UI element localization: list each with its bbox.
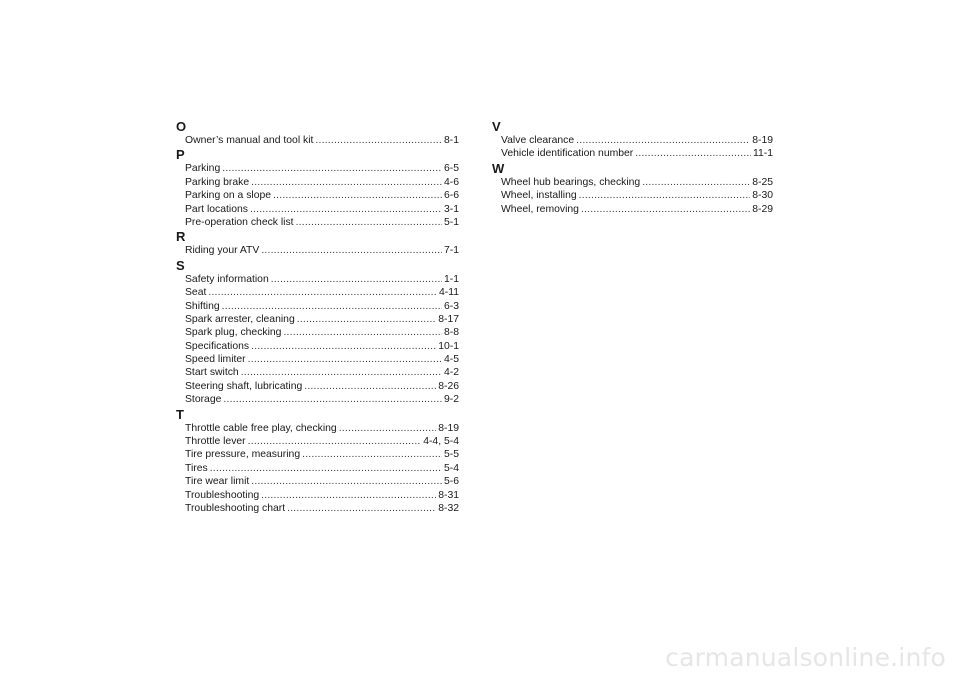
entry-label: Tire pressure, measuring — [185, 449, 301, 461]
entry-page-number: 6-3 — [443, 300, 459, 312]
entry-label: Speed limiter — [185, 354, 246, 366]
dot-leader — [304, 380, 436, 393]
dot-leader — [222, 162, 442, 175]
index-entry — [176, 435, 459, 448]
index-entry — [492, 147, 773, 160]
index-entry — [492, 176, 773, 189]
dot-leader — [261, 244, 442, 257]
entry-label: Part locations — [185, 203, 248, 215]
entry-label: Throttle lever — [185, 436, 246, 448]
index-entry — [176, 502, 459, 515]
entry-label: Parking brake — [185, 176, 250, 188]
index-entry — [176, 380, 459, 393]
entry-label: Pre-operation check list — [185, 216, 294, 228]
entry-label: Parking on a slope — [185, 190, 272, 202]
entry-page-number: 8-26 — [438, 380, 459, 392]
index-entry — [176, 216, 459, 229]
dot-leader — [581, 203, 750, 216]
dot-leader — [222, 300, 442, 313]
index-entry — [176, 176, 459, 189]
dot-leader — [576, 134, 750, 147]
index-entry — [176, 189, 459, 202]
entry-label: Wheel hub bearings, checking — [501, 176, 641, 188]
entry-page-number: 8-1 — [443, 135, 459, 146]
entry-label: Owner’s manual and tool kit — [185, 135, 314, 146]
entry-label: Wheel, installing — [501, 190, 577, 202]
entry-label: Troubleshooting — [185, 489, 260, 501]
dot-leader — [223, 393, 442, 406]
index-entry — [176, 393, 459, 406]
dot-leader — [315, 134, 442, 147]
index-entry — [176, 244, 459, 257]
entry-label: Parking — [185, 163, 221, 175]
index-entry — [176, 489, 459, 502]
dot-leader — [248, 435, 422, 448]
dot-leader — [251, 340, 436, 353]
entry-page-number: 10-1 — [438, 340, 459, 352]
index-entry — [176, 203, 459, 216]
entry-page-number: 8-19 — [752, 135, 773, 146]
entry-label: Storage — [185, 394, 222, 406]
entry-page-number: 8-8 — [443, 327, 459, 339]
entry-label: Spark plug, checking — [185, 327, 282, 339]
index-entry — [176, 300, 459, 313]
entry-label: Start switch — [185, 367, 239, 379]
entry-label: Valve clearance — [501, 135, 575, 146]
section-letter: W — [492, 160, 505, 176]
index-entry — [176, 273, 459, 286]
entry-page-number: 8-29 — [752, 203, 773, 215]
dot-leader — [642, 176, 750, 189]
entry-page-number: 1-1 — [443, 273, 459, 285]
entry-page-number: 5-4 — [443, 462, 459, 474]
entry-label: Troubleshooting chart — [185, 502, 286, 514]
entry-label: Riding your ATV — [185, 245, 260, 257]
index-entry — [176, 448, 459, 461]
entry-page-number: 8-32 — [438, 502, 459, 514]
index-entry — [176, 313, 459, 326]
dot-leader — [579, 189, 751, 202]
entry-page-number: 4-5 — [443, 354, 459, 366]
index-entry — [176, 353, 459, 366]
entry-page-number: 4-6 — [443, 176, 459, 188]
dot-leader — [250, 203, 442, 216]
index-entry — [176, 422, 459, 435]
index-entry — [492, 189, 773, 202]
dot-leader — [251, 475, 442, 488]
entry-label: Wheel, removing — [501, 203, 579, 215]
index-entry — [176, 475, 459, 488]
dot-leader — [210, 462, 442, 475]
index-entry — [176, 134, 459, 147]
entry-label: Safety information — [185, 273, 269, 285]
entry-page-number: 5-5 — [443, 449, 459, 461]
entry-page-number: 4-4, 5-4 — [423, 436, 459, 448]
dot-leader — [302, 448, 442, 461]
entry-page-number: 7-1 — [443, 245, 459, 257]
dot-leader — [251, 176, 442, 189]
index-entry — [176, 326, 459, 339]
section-letter: P — [176, 147, 185, 163]
section-letter: S — [176, 257, 185, 273]
entry-page-number: 9-2 — [443, 394, 459, 406]
dot-leader — [248, 353, 442, 366]
entry-label: Steering shaft, lubricating — [185, 380, 303, 392]
entry-label: Shifting — [185, 300, 220, 312]
entry-label: Tires — [185, 462, 208, 474]
index-entry — [176, 286, 459, 299]
entry-page-number: 8-25 — [752, 176, 773, 188]
dot-leader — [241, 366, 442, 379]
index-entry — [176, 162, 459, 175]
entry-page-number: 11-1 — [752, 148, 773, 160]
entry-page-number: 4-2 — [443, 367, 459, 379]
section-letter: O — [176, 119, 187, 134]
entry-page-number: 5-6 — [443, 476, 459, 488]
entry-page-number: 8-19 — [438, 422, 459, 434]
entry-label: Tire wear limit — [185, 476, 250, 488]
entry-page-number: 8-31 — [438, 489, 459, 501]
watermark: carmanualsonline.info — [665, 643, 946, 672]
index-entry — [176, 366, 459, 379]
entry-label: Throttle cable free play, checking — [185, 422, 337, 434]
index-entry — [176, 462, 459, 475]
index-column-left — [176, 119, 459, 515]
dot-leader — [271, 273, 442, 286]
entry-label: Vehicle identification number — [501, 148, 634, 160]
section-letter: R — [176, 229, 186, 245]
dot-leader — [297, 313, 436, 326]
entry-page-number: 3-1 — [443, 203, 459, 215]
section-letter: V — [492, 119, 501, 134]
dot-leader — [635, 147, 751, 160]
entry-label: Specifications — [185, 340, 250, 352]
dot-leader — [283, 326, 442, 339]
dot-leader — [261, 489, 436, 502]
dot-leader — [339, 422, 436, 435]
dot-leader — [287, 502, 436, 515]
entry-page-number: 8-30 — [752, 190, 773, 202]
entry-label: Seat — [185, 287, 207, 299]
entry-page-number: 5-1 — [443, 216, 459, 228]
section-letter: T — [176, 406, 184, 422]
entry-page-number: 4-11 — [438, 287, 459, 299]
entry-page-number: 8-17 — [438, 313, 459, 325]
entry-page-number: 6-6 — [443, 190, 459, 202]
dot-leader — [208, 286, 437, 299]
index-entry — [176, 340, 459, 353]
dot-leader — [296, 216, 442, 229]
index-entry — [492, 134, 773, 147]
index-entry — [492, 203, 773, 216]
entry-page-number: 6-5 — [443, 163, 459, 175]
entry-label: Spark arrester, cleaning — [185, 313, 295, 325]
dot-leader — [273, 189, 442, 202]
index-column-right — [492, 119, 773, 216]
